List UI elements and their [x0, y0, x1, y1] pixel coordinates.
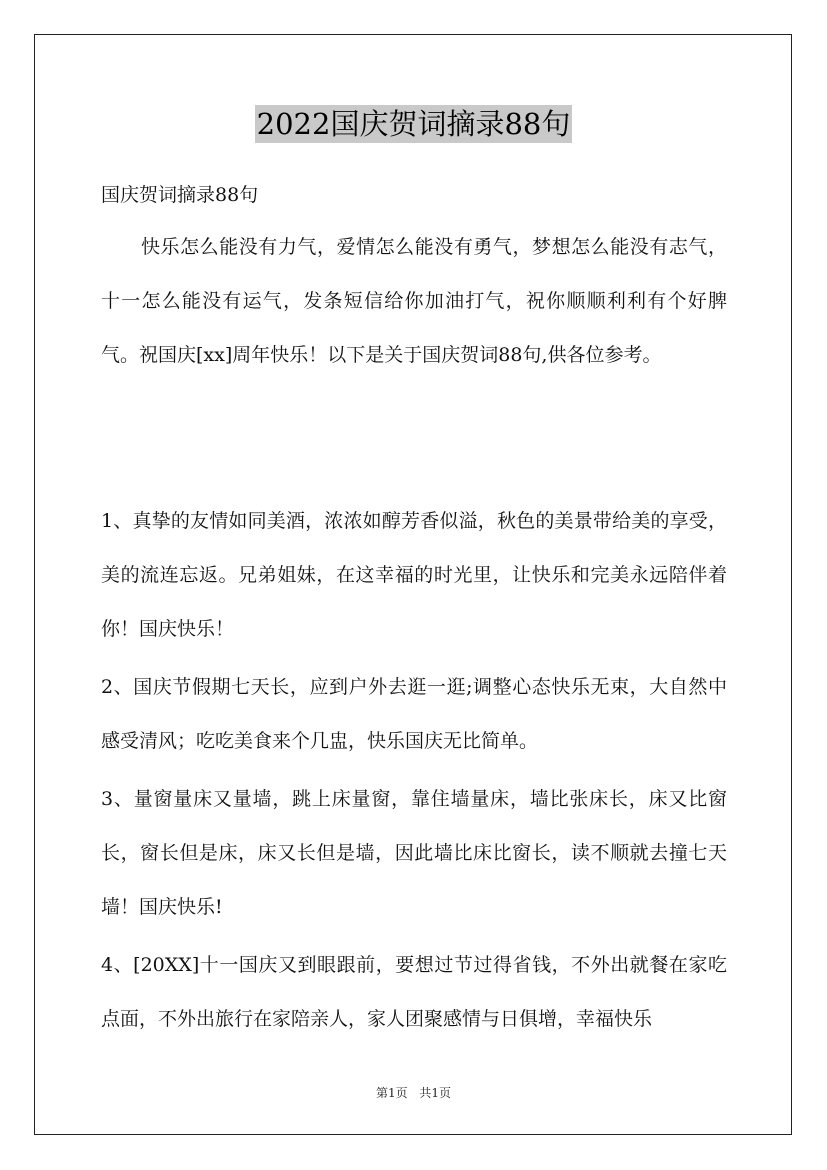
page-footer [0, 1084, 827, 1101]
list-item: 4、[20XX]十一国庆又到眼跟前，要想过节过得省钱，不外出就餐在家吃点面，不外出旅行在家陪亲人，家人团聚感情与日俱增，幸福快乐 [101, 954, 727, 1030]
list-item: 1、真挚的友情如同美酒，浓浓如醇芳香似溢，秋色的美景带给美的享受，美的流连忘返。兄弟姐妹，在这幸福的时光里，让快乐和完美永远陪伴着你！国庆快乐！ [101, 510, 727, 640]
greeting-list [101, 494, 727, 1050]
intro-paragraph: 快乐怎么能没有力气，爱情怎么能没有勇气，梦想怎么能没有志气，十一怎么能没有运气，发条短信给你加油打气，祝你顺顺利利有个好脾气。祝国庆[xx]周年快乐！以下是关于国庆贺词88句,供各位参考。 [101, 236, 727, 366]
title-text: 2022国庆贺词摘录88句 [256, 107, 571, 141]
page-total: 共1页 [419, 1086, 452, 1100]
document-subtitle: 国庆贺词摘录88句 [101, 184, 259, 206]
document-title [0, 102, 827, 143]
list-item: 3、量窗量床又量墙，跳上床量窗，靠住墙量床，墙比张床长，床又比窗长，窗长但是床，床又长但是墙，因此墙比床比窗长，读不顺就去撞七天墙！国庆快乐! [101, 788, 727, 918]
page-number: 第1页 [375, 1086, 408, 1100]
list-item: 2、国庆节假期七天长，应到户外去逛一逛;调整心态快乐无束，大自然中感受清风；吃吃美食来个几盅，快乐国庆无比简单。 [101, 676, 727, 752]
